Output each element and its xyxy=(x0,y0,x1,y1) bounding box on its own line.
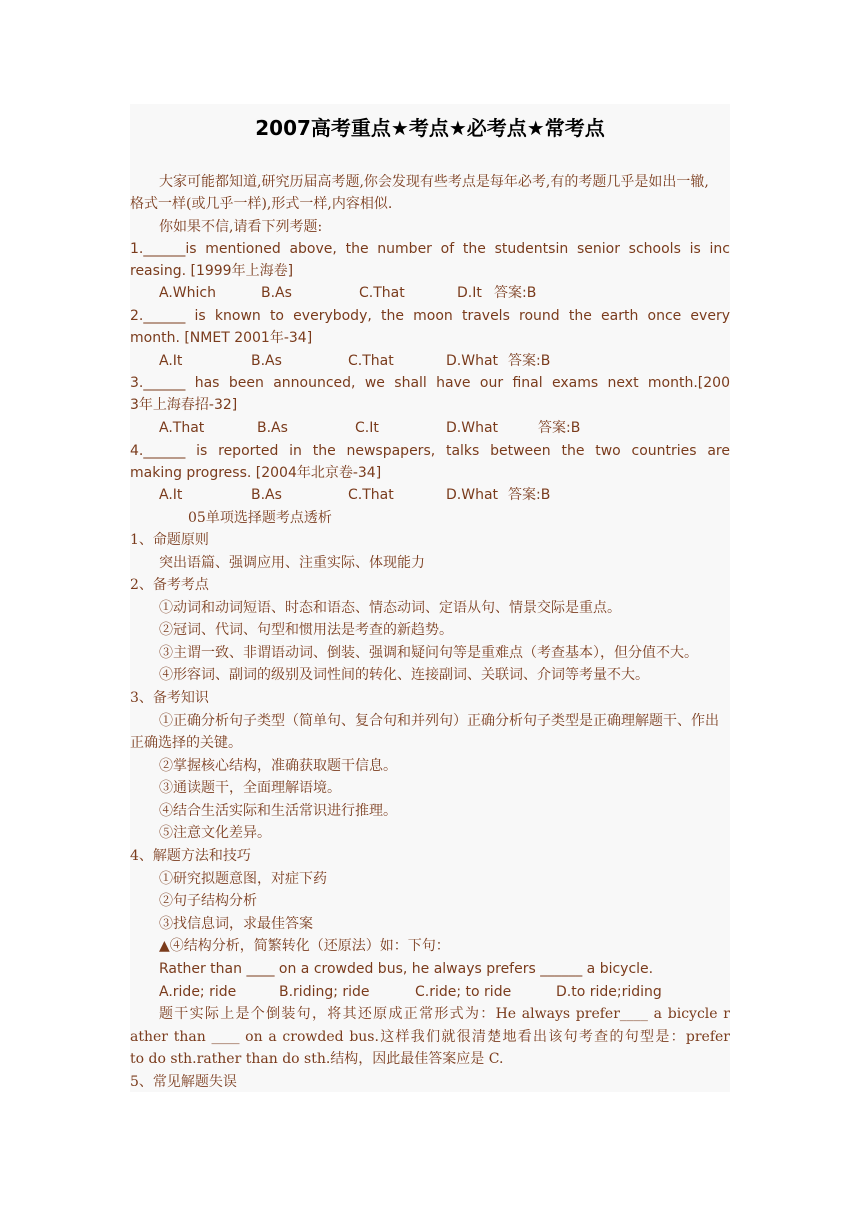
option-c: C.That xyxy=(359,285,405,301)
option-d: D.It xyxy=(457,285,482,301)
section-subtitle: 05单项选择题考点透析 xyxy=(188,510,332,526)
document-page xyxy=(130,104,730,1092)
section-3-item-2: ②掌握核心结构，准确获取题干信息。 xyxy=(159,758,397,774)
option-d: D.to ride;riding xyxy=(556,984,662,1000)
option-c: C.That xyxy=(348,353,394,369)
option-b: B.As xyxy=(261,285,292,301)
question-4-options xyxy=(130,484,730,506)
section-1-item: 突出语篇、强调应用、注重实际、体现能力 xyxy=(159,555,425,571)
explanation-line-1: 题干实际上是个倒装句，将其还原成正常形式为：He always prefer____ a bicycle r xyxy=(159,1006,730,1022)
example-sentence: Rather than ____ on a crowded bus, he always prefers ______ a bicycle. xyxy=(159,961,654,977)
option-a: A.Which xyxy=(159,285,216,301)
option-d: D.What xyxy=(446,420,499,436)
answer: 答案:B xyxy=(494,285,537,301)
question-2-line-2: month. [NMET 2001年-34] xyxy=(130,330,313,346)
option-c: C.ride; to ride xyxy=(415,984,512,1000)
section-2-item-3: ③主谓一致、非谓语动词、倒装、强调和疑问句等是重难点（考查基本），但分值不大。 xyxy=(159,645,698,661)
question-1-options xyxy=(130,282,730,304)
question-3-line-2: 3年上海春招-32] xyxy=(130,397,238,413)
explanation-line-2: ather than ____ on a crowded bus.这样我们就很清楚地看出该句考查的句型是：prefer xyxy=(130,1029,730,1045)
section-3-item-1-line-2: 正确选择的关键。 xyxy=(130,735,242,751)
option-b: B.As xyxy=(251,353,282,369)
example-options xyxy=(130,981,730,1003)
option-c: C.It xyxy=(355,420,379,436)
section-3-heading: 3、备考知识 xyxy=(130,690,209,706)
question-2-options xyxy=(130,350,730,372)
question-4-line-1: 4.______ is reported in the newspapers, talks between the two countries are xyxy=(130,443,730,459)
option-c: C.That xyxy=(348,487,394,503)
section-2-item-2: ②冠词、代词、句型和惯用法是考查的新趋势。 xyxy=(159,622,453,638)
intro-line-1: 大家可能都知道,研究历届高考题,你会发现有些考点是每年必考,有的考题几乎是如出一辙, xyxy=(159,174,709,190)
option-a: A.It xyxy=(159,487,183,503)
answer: 答案:B xyxy=(508,487,551,503)
option-b: B.As xyxy=(257,420,288,436)
document-title: 2007高考重点★考点★必考点★常考点 xyxy=(255,116,605,140)
intro-line-3: 你如果不信,请看下列考题: xyxy=(159,219,323,235)
question-3-line-1: 3.______ has been announced, we shall have our final exams next month.[200 xyxy=(130,375,730,391)
answer: 答案:B xyxy=(538,420,581,436)
explanation-line-3: to do sth.rather than do sth.结构，因此最佳答案应是 C. xyxy=(130,1051,504,1067)
option-a: A.ride; ride xyxy=(159,984,237,1000)
option-a: A.It xyxy=(159,353,183,369)
section-4-item-4: ▲④结构分析，简繁转化（还原法）如：下句： xyxy=(159,938,450,954)
option-d: D.What xyxy=(446,487,499,503)
section-5-heading: 5、常见解题失误 xyxy=(130,1074,237,1090)
option-d: D.What xyxy=(446,353,499,369)
option-a: A.That xyxy=(159,420,205,436)
section-4-heading: 4、解题方法和技巧 xyxy=(130,848,251,864)
option-b: B.riding; ride xyxy=(279,984,370,1000)
question-4-line-2: making progress. [2004年北京卷-34] xyxy=(130,465,382,481)
section-3-item-3: ③通读题干，全面理解语境。 xyxy=(159,780,341,796)
section-2-heading: 2、备考考点 xyxy=(130,577,209,593)
section-3-item-4: ④结合生活实际和生活常识进行推理。 xyxy=(159,803,397,819)
section-2-item-1: ①动词和动词短语、时态和语态、情态动词、定语从句、情景交际是重点。 xyxy=(159,600,621,616)
section-4-item-3: ③找信息词，求最佳答案 xyxy=(159,916,313,932)
question-1-line-2: reasing. [1999年上海卷] xyxy=(130,263,294,279)
intro-line-2: 格式一样(或几乎一样),形式一样,内容相似. xyxy=(130,196,393,212)
section-3-item-1-line-1: ①正确分析句子类型（简单句、复合句和并列句）正确分析句子类型是正确理解题干、作出 xyxy=(159,713,719,729)
section-3-item-5: ⑤注意文化差异。 xyxy=(159,825,271,841)
option-b: B.As xyxy=(251,487,282,503)
section-1-heading: 1、命题原则 xyxy=(130,532,209,548)
section-4-item-2: ②句子结构分析 xyxy=(159,893,257,909)
answer: 答案:B xyxy=(508,353,551,369)
question-1-line-1: 1.______is mentioned above, the number of the studentsin senior schools is inc xyxy=(130,241,730,257)
question-2-line-1: 2.______ is known to everybody, the moon travels round the earth once every xyxy=(130,308,730,324)
section-4-item-1: ①研究拟题意图，对症下药 xyxy=(159,871,327,887)
section-2-item-4: ④形容词、副词的级别及词性间的转化、连接副词、关联词、介词等考量不大。 xyxy=(159,667,649,683)
question-3-options xyxy=(130,417,730,439)
